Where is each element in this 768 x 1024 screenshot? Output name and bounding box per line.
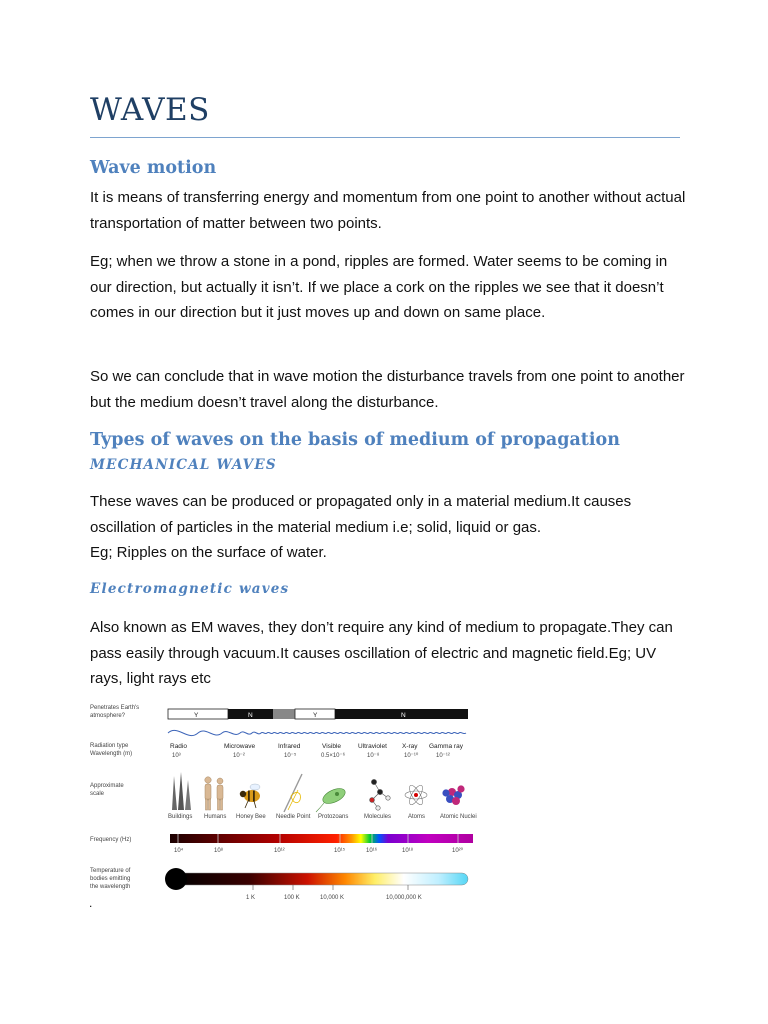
paragraph-pond-example: Eg; when we throw a stone in a pond, ripples are formed. Water seems to be coming in our direction, but actually it isn’t. If we place a cork on the ripples we see that it doesn’t comes in our direction but it just moves up and down on same place. — [90, 253, 668, 321]
label-temp-line2: bodies emitting — [90, 876, 131, 882]
temperature-10000000k: 10,000,000 K — [386, 895, 422, 901]
frequency-3: 10¹² — [274, 848, 285, 854]
scale-needle-point: Needle Point — [276, 814, 311, 820]
title-underline — [90, 137, 680, 138]
atoms-icon — [405, 783, 427, 806]
frequency-spectrum-bar — [170, 834, 473, 843]
scale-protozoans: Protozoans — [318, 814, 349, 820]
temperature-1k: 1 K — [246, 895, 256, 901]
needle-point-icon — [284, 774, 302, 812]
atmosphere-yes-2: Y — [313, 712, 318, 719]
scale-atomic-nuclei: Atomic Nuclei — [440, 814, 477, 820]
label-approx-line1: Approximate — [90, 783, 124, 789]
radiation-radio: Radio — [170, 743, 187, 750]
em-spectrum-figure — [88, 700, 478, 905]
wavelength-infrared: 10⁻⁵ — [284, 753, 297, 759]
humans-icon — [205, 777, 223, 810]
temperature-100k: 100 K — [284, 895, 300, 901]
heading-types-of-waves: Types of waves on the basis of medium of propagation — [90, 430, 620, 450]
scale-honey-bee: Honey Bee — [236, 814, 266, 820]
buildings-icon — [172, 772, 191, 810]
paragraph-mechanical-example: Eg; Ripples on the surface of water. — [90, 544, 327, 561]
frequency-labels-row — [174, 847, 464, 854]
frequency-2: 10⁸ — [214, 848, 224, 854]
wavelength-microwave: 10⁻² — [233, 753, 245, 759]
frequency-4: 10¹⁵ — [334, 848, 346, 854]
radiation-infrared: Infrared — [278, 743, 301, 750]
frequency-7: 10²⁰ — [452, 848, 464, 854]
frequency-1: 10⁴ — [174, 848, 184, 854]
label-temp-line3: the wavelength — [90, 884, 131, 890]
atomic-nuclei-icon — [442, 785, 464, 805]
temperature-thermometer — [165, 868, 468, 890]
scale-buildings: Buildings — [168, 814, 193, 820]
label-frequency: Frequency (Hz) — [90, 837, 132, 843]
radiation-gamma: Gamma ray — [429, 743, 463, 750]
atmosphere-no-2: N — [401, 712, 406, 719]
temperature-10000k: 10,000 K — [320, 895, 345, 901]
atmosphere-yes-1: Y — [194, 712, 199, 719]
molecules-icon — [370, 779, 391, 810]
heading-electromagnetic-waves: Electromagnetic waves — [90, 581, 290, 597]
wavelength-radio: 10³ — [172, 753, 181, 759]
wavelength-ultraviolet: 10⁻⁸ — [367, 753, 380, 759]
radiation-types-row — [170, 743, 464, 750]
wavelength-gamma: 10⁻¹² — [436, 753, 450, 759]
heading-wave-motion: Wave motion — [90, 158, 217, 178]
wavelength-visible: 0.5×10⁻⁶ — [321, 753, 346, 759]
wavelength-wave-line — [168, 730, 466, 735]
atmosphere-bar — [168, 709, 468, 719]
scale-labels-row — [168, 814, 477, 820]
frequency-6: 10¹⁸ — [402, 848, 414, 854]
label-wavelength: Wavelength (m) — [90, 751, 133, 757]
frequency-5: 10¹⁶ — [366, 848, 378, 854]
temperature-labels-row — [246, 895, 422, 901]
wavelength-xray: 10⁻¹⁰ — [404, 753, 419, 759]
scale-humans: Humans — [204, 814, 227, 820]
radiation-xray: X-ray — [402, 743, 418, 750]
em-spectrum-svg — [88, 700, 478, 905]
scale-molecules: Molecules — [364, 814, 392, 820]
paragraph-conclusion: So we can conclude that in wave motion the disturbance travels from one point to another but the medium doesn’t travel along the disturbance. — [90, 368, 685, 411]
page-title: WAVES — [90, 92, 210, 128]
label-penetrates-line1: Penetrates Earth's — [90, 705, 140, 711]
paragraph-wave-motion-definition: It is means of transferring energy and momentum from one point to another without actual transportation of matter between two points. — [90, 189, 686, 232]
radiation-microwave: Microwave — [224, 743, 256, 750]
honey-bee-icon — [240, 784, 260, 808]
radiation-ultraviolet: Ultraviolet — [358, 743, 387, 750]
protozoans-icon — [316, 785, 347, 812]
paragraph-electromagnetic-waves: Also known as EM waves, they don’t require any kind of medium to propagate.They can pass easily through vacuum.It causes oscillation of electric and magnetic field.Eg; UV rays, light rays etc — [90, 619, 673, 687]
radiation-visible: Visible — [322, 743, 342, 750]
label-temp-line1: Temperature of — [90, 868, 131, 874]
scale-atoms: Atoms — [408, 814, 426, 820]
heading-mechanical-waves: MECHANICAL WAVES — [90, 457, 277, 473]
trailing-period: . — [89, 896, 93, 910]
label-radiation-type: Radiation type — [90, 743, 129, 749]
paragraph-mechanical-waves: These waves can be produced or propagated only in a material medium.It causes oscillation of particles in the material medium i.e; solid, liquid or gas. — [90, 493, 632, 536]
wavelength-row — [172, 752, 450, 759]
label-approx-line2: scale — [90, 791, 105, 797]
label-penetrates-line2: atmosphere? — [90, 713, 126, 719]
atmosphere-no-1: N — [248, 712, 253, 719]
